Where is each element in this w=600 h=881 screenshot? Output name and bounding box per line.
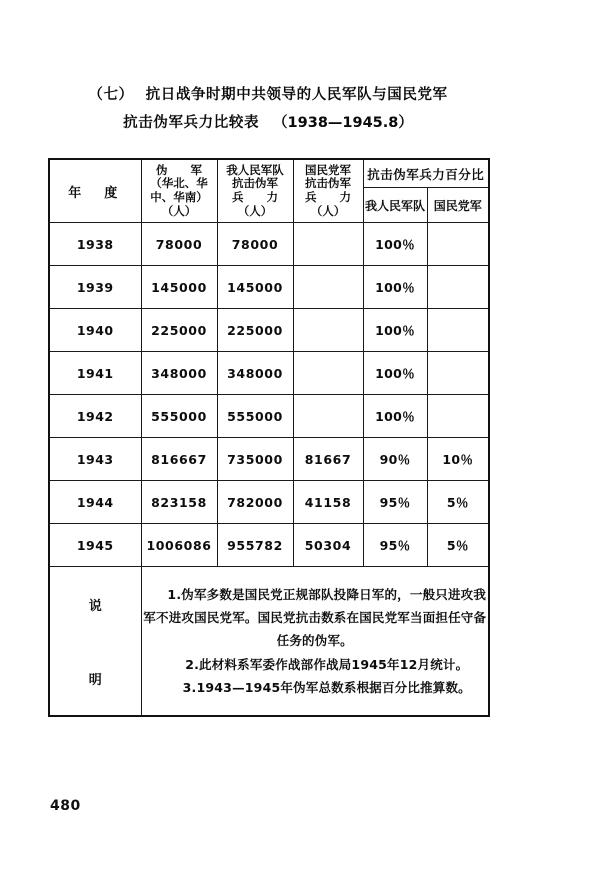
- header-peoples-army-line2: 抗击伪军: [232, 176, 278, 191]
- header-puppet-army: [141, 159, 217, 223]
- cell-pct-kmt: [427, 266, 489, 309]
- table-title: [48, 88, 488, 130]
- header-pct-kmt-army: 国民党军: [427, 188, 489, 223]
- header-puppet-army-line3: 中、华南）: [150, 190, 208, 204]
- cell-peoples: 782000: [217, 481, 293, 524]
- cell-pct-peoples: 100％: [363, 266, 427, 309]
- table-notes-row: [49, 567, 489, 717]
- cell-kmt: [293, 309, 363, 352]
- cell-peoples: 555000: [217, 395, 293, 438]
- table-row: [49, 223, 489, 266]
- header-kmt-army-line4: （人）: [310, 203, 346, 218]
- cell-year: 1940: [49, 309, 141, 352]
- header-peoples-army-line4: （人）: [237, 203, 273, 218]
- cell-pct-peoples: 100％: [363, 395, 427, 438]
- header-puppet-army-line4: （人）: [161, 203, 197, 218]
- note-item-2: 2.此材料系军委作战部作战局1945年12月统计。: [185, 656, 469, 672]
- cell-pct-kmt: [427, 309, 489, 352]
- cell-pct-kmt: 5％: [427, 524, 489, 567]
- cell-puppet: 816667: [141, 438, 217, 481]
- header-kmt-army: [293, 159, 363, 223]
- cell-pct-kmt: 10％: [427, 438, 489, 481]
- cell-puppet: 823158: [141, 481, 217, 524]
- note-item-3: 3.1943—1945年伪军总数系根据百分比推算数。: [182, 679, 471, 695]
- note-item-1: 1.伪军多数是国民党正规部队投降日军的，一般只进攻我军不进攻国民党军。国民党抗击数系在国民党军当面担任守备任务的伪军。: [143, 587, 487, 649]
- cell-pct-peoples: 90％: [363, 438, 427, 481]
- cell-peoples: 955782: [217, 524, 293, 567]
- cell-pct-peoples: 100％: [363, 309, 427, 352]
- table-row: [49, 481, 489, 524]
- notes-label-char-1: 说: [88, 598, 102, 614]
- title-subtitle-text: 抗击伪军兵力比较表: [123, 114, 260, 131]
- cell-year: 1938: [49, 223, 141, 266]
- table-row: [49, 395, 489, 438]
- cell-kmt: 81667: [293, 438, 363, 481]
- cell-peoples: 145000: [217, 266, 293, 309]
- title-date-range: （1938—1945.8）: [273, 114, 413, 131]
- cell-peoples: 348000: [217, 352, 293, 395]
- cell-year: 1943: [49, 438, 141, 481]
- cell-pct-kmt: [427, 395, 489, 438]
- cell-year: 1939: [49, 266, 141, 309]
- table-row: [49, 266, 489, 309]
- notes-label-cell: [49, 567, 141, 717]
- cell-kmt: 41158: [293, 481, 363, 524]
- table-header: [49, 159, 489, 223]
- header-peoples-army-line3: 兵 力: [232, 190, 278, 204]
- table-header-row-1: [49, 159, 489, 188]
- header-puppet-army-line1: 伪 军: [156, 162, 202, 177]
- cell-puppet: 555000: [141, 395, 217, 438]
- cell-peoples: 225000: [217, 309, 293, 352]
- comparison-table: [48, 158, 490, 717]
- title-line-2: [48, 116, 488, 131]
- table-row: [49, 352, 489, 395]
- cell-pct-peoples: 100％: [363, 352, 427, 395]
- notes-label-char-2: 明: [88, 672, 102, 688]
- cell-puppet: 78000: [141, 223, 217, 266]
- table-row: [49, 438, 489, 481]
- cell-puppet: 1006086: [141, 524, 217, 567]
- cell-puppet: 348000: [141, 352, 217, 395]
- header-kmt-army-line1: 国民党军: [305, 162, 351, 177]
- cell-pct-peoples: 95％: [363, 481, 427, 524]
- page-number: 480: [50, 798, 81, 814]
- cell-kmt: [293, 395, 363, 438]
- title-section-index: （七）: [88, 87, 134, 103]
- cell-pct-peoples: 95％: [363, 524, 427, 567]
- header-kmt-army-line2: 抗击伪军: [305, 176, 351, 191]
- header-pct-peoples-army: 我人民军队: [363, 188, 427, 223]
- header-kmt-army-line3: 兵 力: [305, 190, 351, 204]
- header-year: 年 度: [49, 159, 141, 223]
- header-percentage-group: 抗击伪军兵力百分比: [363, 159, 489, 188]
- notes-body-cell: [141, 567, 489, 717]
- title-line-1: [48, 88, 488, 103]
- cell-year: 1942: [49, 395, 141, 438]
- cell-year: 1945: [49, 524, 141, 567]
- table-body: [49, 223, 489, 717]
- header-peoples-army: [217, 159, 293, 223]
- cell-kmt: 50304: [293, 524, 363, 567]
- cell-puppet: 225000: [141, 309, 217, 352]
- cell-pct-peoples: 100％: [363, 223, 427, 266]
- cell-peoples: 735000: [217, 438, 293, 481]
- title-main-text: 抗日战争时期中共领导的人民军队与国民党军: [145, 87, 448, 103]
- header-puppet-army-line2: （华北、华: [150, 176, 208, 191]
- table-row: [49, 524, 489, 567]
- comparison-table-container: [48, 158, 488, 717]
- cell-pct-kmt: 5％: [427, 481, 489, 524]
- cell-puppet: 145000: [141, 266, 217, 309]
- cell-kmt: [293, 266, 363, 309]
- cell-kmt: [293, 352, 363, 395]
- cell-kmt: [293, 223, 363, 266]
- header-peoples-army-line1: 我人民军队: [226, 162, 284, 177]
- cell-pct-kmt: [427, 352, 489, 395]
- cell-year: 1941: [49, 352, 141, 395]
- cell-pct-kmt: [427, 223, 489, 266]
- cell-peoples: 78000: [217, 223, 293, 266]
- table-row: [49, 309, 489, 352]
- cell-year: 1944: [49, 481, 141, 524]
